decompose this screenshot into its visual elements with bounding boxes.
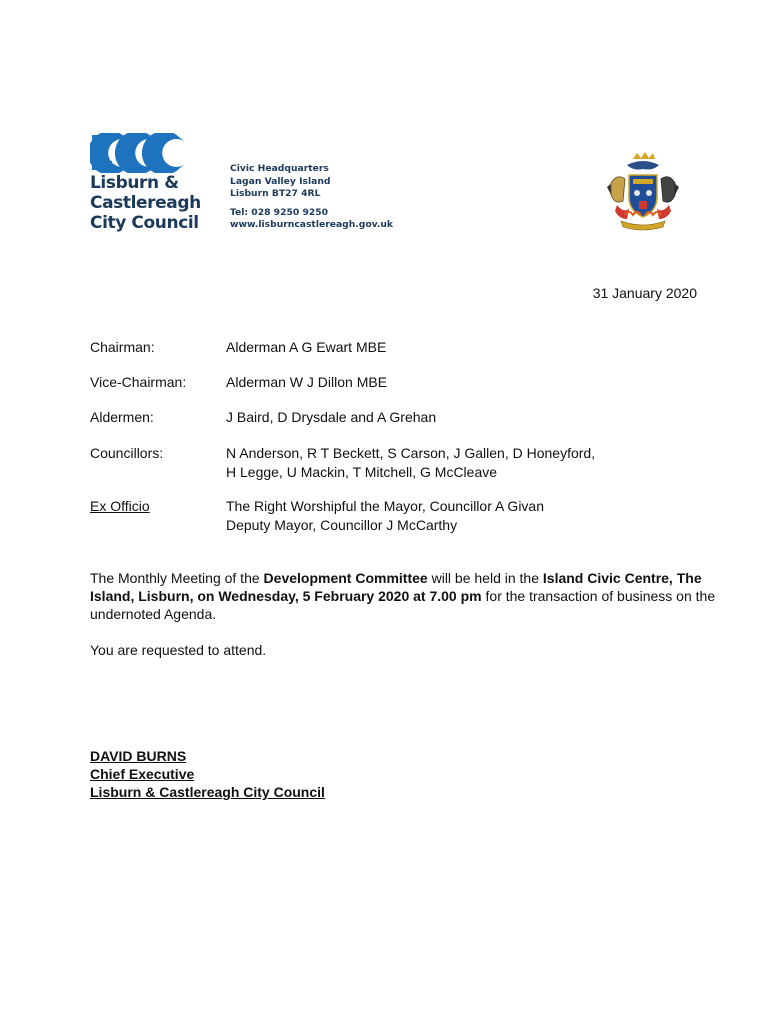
councillors-line-2: H Legge, U Mackin, T Mitchell, G McCleave xyxy=(226,464,498,480)
chairman-label: Chairman: xyxy=(90,339,155,355)
address-line-3: Lisburn BT27 4RL xyxy=(230,188,321,199)
chairman-name: Alderman A G Ewart MBE xyxy=(226,339,387,355)
signatory-organisation: Lisburn & Castlereagh City Council xyxy=(90,784,325,800)
council-address xyxy=(230,163,393,232)
attendance-request: You are requested to attend. xyxy=(90,642,267,658)
lccc-logo-icon xyxy=(90,133,194,173)
councillors-value xyxy=(226,444,595,482)
vice-chairman-name: Alderman W J Dillon MBE xyxy=(226,374,388,390)
vice-chairman-label: Vice-Chairman: xyxy=(90,374,187,390)
aldermen-names: J Baird, D Drysdale and A Grehan xyxy=(226,409,437,425)
signature-block xyxy=(90,747,325,801)
meeting-notice xyxy=(90,569,730,623)
aldermen-value xyxy=(226,408,436,427)
address-line-1: Civic Headquarters xyxy=(230,163,329,174)
vice-chairman-value xyxy=(226,373,387,392)
notice-text-1: The Monthly Meeting of the xyxy=(90,570,264,586)
councillors-line-1: N Anderson, R T Beckett, S Carson, J Gallen, D Honeyford, xyxy=(226,445,596,461)
chairman-value xyxy=(226,338,386,357)
aldermen-label: Aldermen: xyxy=(90,409,154,425)
ex-officio-line-1: The Right Worshipful the Mayor, Councillor A Givan xyxy=(226,498,545,514)
councillors-label: Councillors: xyxy=(90,445,164,461)
telephone: Tel: 028 9250 9250 xyxy=(230,206,329,218)
notice-text-3: for the transaction of business on the undernoted Agenda. xyxy=(90,588,716,622)
logo-line-2: Castlereagh xyxy=(90,193,201,213)
ex-officio-label: Ex Officio xyxy=(90,498,150,514)
ex-officio-value xyxy=(226,497,544,535)
logo-line-1: Lisburn & xyxy=(90,173,179,193)
meeting-venue-time: Island Civic Centre, The Island, Lisburn, on Wednesday, 5 February 2020 at 7.00 pm xyxy=(90,570,702,604)
council-logo-text xyxy=(90,173,201,233)
address-line-2: Lagan Valley Island xyxy=(230,175,331,187)
committee-name: Development Committee xyxy=(263,570,428,586)
signatory-title: Chief Executive xyxy=(90,766,195,782)
crest-icon xyxy=(603,149,683,235)
letter-date: 31 January 2020 xyxy=(592,285,697,301)
logo-line-3: City Council xyxy=(90,213,199,233)
ex-officio-line-2: Deputy Mayor, Councillor J McCarthy xyxy=(226,517,458,533)
notice-text-2: will be held in the xyxy=(427,570,543,586)
signatory-name: DAVID BURNS xyxy=(90,748,187,764)
website: www.lisburncastlereagh.gov.uk xyxy=(230,219,394,230)
